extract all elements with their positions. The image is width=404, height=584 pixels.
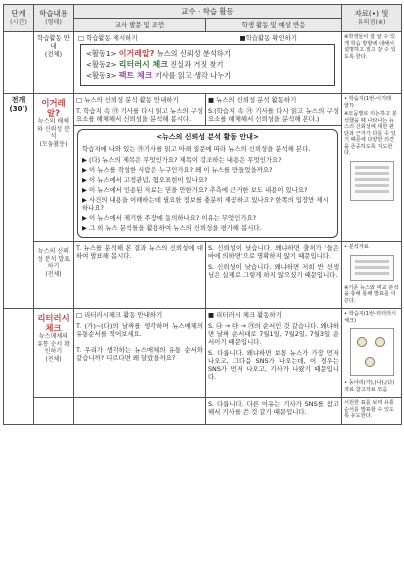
materials-cell-3	[342, 242, 402, 309]
stage-time: (30′)	[9, 105, 28, 113]
content-header-label: 학습내용	[39, 9, 68, 19]
section-form-3: (전체)	[45, 355, 62, 363]
teacher-cell-1	[74, 94, 206, 126]
content-label: 학습활동 안내	[37, 34, 70, 51]
materials-note-5: 시원한 표를 보며 유통순서를 발표할 수 있도록 유도한다.	[344, 400, 395, 419]
materials-note: ※학생들이 잘 알 수 있게 학습 방향에 대해서 설명하고 짚고 갈 수 있도록 한다.	[344, 34, 396, 60]
materials-header-sub: 유의점(※)	[357, 19, 386, 27]
guide-lead: 학습지에 나와 있는 ㉮기사를 읽고 아래 질문에 따라 뉴스의 신뢰성을 분석해 본다.	[82, 145, 311, 153]
materials-header	[342, 5, 402, 32]
section-content-3: 뉴스매체의 유통 순서 확인하기	[37, 333, 70, 356]
activity-2-tag: <활동2>	[86, 60, 119, 70]
teacher-body-2: T. 뉴스를 분석해 본 결과 뉴스의 신뢰성에 대하여 발표해 봅시다.	[76, 244, 203, 260]
materials-note-3: • 분석자료	[344, 244, 369, 250]
qbox-cell	[74, 126, 342, 242]
student-body-3a: S. ㉯ → ㉰ → ㉮의 순서인 것 같습니다. 왜냐하면 날짜 순서대로 7월1일, 7월2일, 7월3일 순서이기 때문입니다.	[208, 322, 340, 346]
stage-header-label: 단계	[11, 9, 26, 19]
student-answer-2: S. 신뢰성이 낮습니다. 왜냐하면 저희 반 선생님은 실제로 그렇게 하지 않으셨기 때문입니다.	[208, 263, 340, 279]
content-present-cell	[34, 242, 74, 309]
activity-2	[86, 60, 329, 70]
teacher-empty-cell	[74, 398, 206, 425]
activity-2-key: 리터러시 체크	[118, 60, 168, 70]
materials-note-2: • 학습지(1번-이거레알?)	[344, 96, 391, 109]
section-form-1: (모둠활동)	[39, 140, 68, 148]
guide-item: ▶ 이 뉴스에서 고정관념, 혐오표현이 있나요?	[82, 176, 208, 184]
student-body-4: S. 다릅니다. 다른 이유는 기사가 SNS를 참고해서 기사를 쓴 것 같기 때문입니다.	[208, 400, 340, 416]
teacher-body-3b: T. 우리가 생각하는 뉴스매체의 유통 순서와 같습니까? 디르다면 왜 달랐을까요?	[76, 346, 203, 362]
student-body-1: S.(학습지 속 ㉮ 기사를 다시 읽고 뉴스의 구성요소를 해체해서 신뢰성을 분석해 본다.)	[208, 107, 340, 124]
materials-tip-3: ※기존 뉴스와 비교 분석을 통해 통해 발표를 이끈다.	[344, 284, 399, 304]
materials-tip-4: • 동아리(가),(나),(다)자료 참고자료 모음	[344, 380, 395, 393]
activity-cell	[74, 32, 342, 94]
guide-item: ▶ 이 뉴스에서 제기한 주장에 동의하나요? 이유는 무엇인가요?	[82, 214, 257, 222]
activity-1-text: 뉴스의 신뢰성 분석하기	[154, 49, 231, 59]
teacher-line: □ 학습활동 제시하기	[78, 34, 138, 43]
activity-2-text: 진실과 거짓 찾기	[167, 60, 224, 70]
guide-item: ▶ (다) 뉴스의 제목은 무엇인가요? 제목이 강조하는 내용은 무엇인가요?	[82, 156, 282, 164]
content-literacy-cell	[34, 309, 74, 398]
activities-header: 교수 · 학습 활동	[74, 5, 342, 19]
stage-empty-cell	[4, 309, 34, 425]
student-line: ■학습활동 확인하기	[239, 34, 298, 43]
student-heading-1: ■ 뉴스의 신뢰성 분석 활동하기	[208, 96, 297, 105]
stage-cell	[4, 32, 34, 94]
activity-box	[80, 44, 335, 86]
student-header: 학생 활동 및 예상 반응	[206, 19, 342, 32]
activity-3-tag: <활동3>	[86, 71, 119, 81]
guide-title: <뉴스의 신뢰성 분석 활동 안내>	[156, 133, 259, 142]
student-cell-2	[206, 242, 342, 309]
activity-1-tag: <활동1>	[86, 49, 119, 59]
materials-cell-4	[342, 309, 402, 398]
section-title-1: 이거레알?	[41, 98, 66, 119]
row-final	[4, 398, 402, 425]
stage-label: 전개	[11, 96, 26, 105]
analysis-thumbnail	[350, 255, 394, 281]
header-row	[4, 5, 402, 19]
content-analysis-cell	[34, 94, 74, 242]
student-answer-1: S. 신뢰성이 낮습니다. 왜냐하면 출처가 '들은 바에 의하면'으로 명확하지 않기 때문입니다.	[208, 244, 340, 260]
guide-item: ▶ 이 뉴스에서 인용된 자료는 믿을 만한가요? 추측에 근거한 보도 내용이 있나요?	[82, 186, 308, 194]
worksheet-thumbnail	[350, 161, 394, 201]
activity-1-key: 이거레알?	[118, 49, 155, 59]
activity-3-text: 기사를 읽고 생각 나누기	[152, 71, 232, 81]
row-literacy-check	[4, 309, 402, 398]
teacher-cell-2	[74, 242, 206, 309]
guide-item: ▶ 그 외 뉴스 분석틀을 활용하여 뉴스의 신뢰성을 평가해 봅시다.	[82, 224, 262, 232]
teacher-heading-3: □ 리터러시체크 활동 안내하기	[76, 311, 163, 319]
form-label: (전체)	[44, 50, 63, 59]
activity-3	[86, 71, 329, 81]
activity-3-key: 팩트 체크	[118, 71, 153, 81]
student-heading-3: ■ 리터러시 체크 활동하기	[208, 311, 282, 319]
content-header-sub: (형태)	[45, 19, 62, 27]
materials-cell-5	[342, 398, 402, 425]
guide-item: ▶ 이 뉴스를 작성한 사람은 누구인가요? 왜 이 뉴스를 만들었을까요?	[82, 166, 273, 174]
stage-develop-cell	[4, 94, 34, 309]
teacher-heading-1: □ 뉴스의 신뢰성 분석 활동 안내하기	[76, 96, 179, 105]
activity-1	[86, 49, 329, 59]
cartoon-thumbnail	[350, 328, 394, 376]
student-cell-1	[206, 94, 342, 126]
guide-box	[77, 129, 338, 238]
lesson-plan-table	[3, 4, 402, 425]
section-content-1: 뉴스의 해체와 신뢰성 분석	[37, 118, 70, 141]
section-title-3: 리터러시 체크	[37, 313, 70, 334]
content-cell	[34, 32, 74, 94]
row-activity-intro	[4, 32, 402, 94]
student-cell-3	[206, 309, 342, 398]
materials-header-label: 자료(•) 및	[354, 9, 389, 19]
materials-cell	[342, 32, 402, 94]
row-fact-check-analysis	[4, 94, 402, 126]
section-content-2: 뉴스의 신뢰성 분석 발표하기	[37, 248, 70, 270]
stage-header-sub: (시간)	[10, 19, 27, 27]
section-form-2: (전체)	[45, 270, 62, 278]
teacher-cell-3	[74, 309, 206, 398]
materials-tip-2: ※모둠별로 의논하고 분석했을 때 나타나는 뉴스의 신뢰성에 대한 판단과 근거가 다를 수 있기 때문에 다양한 의견을 존중하도록 지도한다.	[344, 111, 397, 157]
teacher-body-1: T. 학습지 속 ㉮ 기사를 다시 읽고 뉴스의 구성요소를 해체해서 신뢰성을 분석해 봅시다.	[76, 107, 203, 124]
guide-item: ▶ 사건의 내용을 이해하는데 필요한 정보를 충분히 제공하고 있나요? 한쪽의 입장만 제시하나요?	[82, 196, 329, 212]
materials-note-4: • 학습지(1번-리터러시체크)	[344, 311, 397, 324]
materials-cell-2	[342, 94, 402, 242]
content-header	[34, 5, 74, 32]
student-body-3b: S. 다릅니다. 왜냐하면 보통 뉴스가 가장 먼저 나오고, 그다음 SNS가 나오는데, 이 경우는 SNS가 먼저 나오고, 기사가 나왔기 때문입니다.	[208, 349, 340, 381]
content-empty-cell	[34, 398, 74, 425]
row-presentation	[4, 242, 402, 309]
stage-header	[4, 5, 34, 32]
student-cell-4	[206, 398, 342, 425]
teacher-body-3a: T. (가)~(다)의 날짜를 생각하며 뉴스매체의 유통순서를 적어보세요.	[76, 322, 203, 338]
teacher-header: 교사 발문 및 조언	[74, 19, 206, 32]
